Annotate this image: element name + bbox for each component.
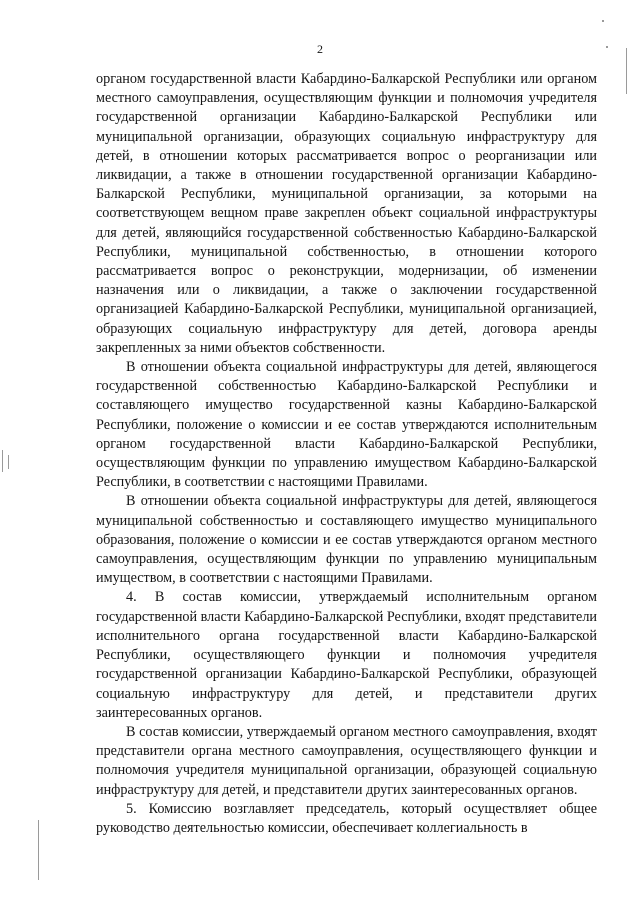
paragraph-2: В отношении объекта социальной инфраструктуры для детей, являющегося государственной собственностью Кабардино-Балкарской Республики и составляющего имущество государственной казны Кабардино-Балкарской Республики, положение о комиссии и ее состав утверждаются исполнительным органом государственной власти Кабардино-Балкарской Республики, осуществляющим функции по управлению имуществом Кабардино-Балкарской Республики, в соответствии с настоящими Правилами. — [96, 359, 597, 491]
paragraph-4: 4. В состав комиссии, утверждаемый исполнительным органом государственной власти Кабардино-Балкарской Республики, входят представители исполнительного органа государственной власти Кабардино-Балкарской Республики, осуществляющего функции и полномочия учредителя государственной организации Кабардино-Балкарской Республики, образующей социальную инфраструктуру для детей, и представители других заинтересованных органов. — [96, 589, 597, 721]
document-body — [96, 70, 597, 838]
scan-mark — [38, 820, 39, 880]
paragraph-3: В отношении объекта социальной инфраструктуры для детей, являющегося муниципальной собственностью и составляющего имущество муниципального образования, положение о комиссии и ее состав утверждаются органом местного самоуправления, осуществляющим функции по управлению муниципальным имуществом, в соответствии с настоящими Правилами. — [96, 493, 597, 587]
paragraph-1: органом государственной власти Кабардино-Балкарской Республики или органом местного самоуправления, осуществляющим функции и полномочия учредителя государственной организации Кабардино-Балкарской Республики или муниципальной организации, образующих социальную инфраструктуру для детей, в отношении которых рассматривается вопрос о реорганизации или ликвидации, а также в отношении государственной организации Кабардино-Балкарской Республики, муниципальной организации, за которыми на соответствующем вещном праве закреплен объект социальной инфраструктуры для детей, являющийся государственной собственностью Кабардино-Балкарской Республики, муниципальной собственностью, в отношении которого рассматривается вопрос о реконструкции, модернизации, об изменении назначения или о ликвидации, а также о заключении государственной организацией Кабардино-Балкарской Республики, муниципальной организацией, образующих социальную инфраструктуру для детей, договора аренды закрепленных за ними объектов собственности. — [96, 71, 597, 356]
scan-mark — [602, 20, 604, 22]
page-number: 2 — [317, 42, 323, 56]
paragraph-6: 5. Комиссию возглавляет председатель, который осуществляет общее руководство деятельностью комиссии, обеспечивает коллегиальность в — [96, 800, 597, 836]
scan-mark — [8, 455, 9, 469]
scan-mark — [2, 450, 3, 472]
paragraph-5: В состав комиссии, утверждаемый органом местного самоуправления, входят представители органа местного самоуправления, осуществляющего функции и полномочия учредителя муниципальной организации, образующей социальную инфраструктуру для детей, и представители других заинтересованных органов. — [96, 723, 597, 798]
scan-mark — [626, 48, 627, 94]
scan-mark — [606, 46, 608, 48]
